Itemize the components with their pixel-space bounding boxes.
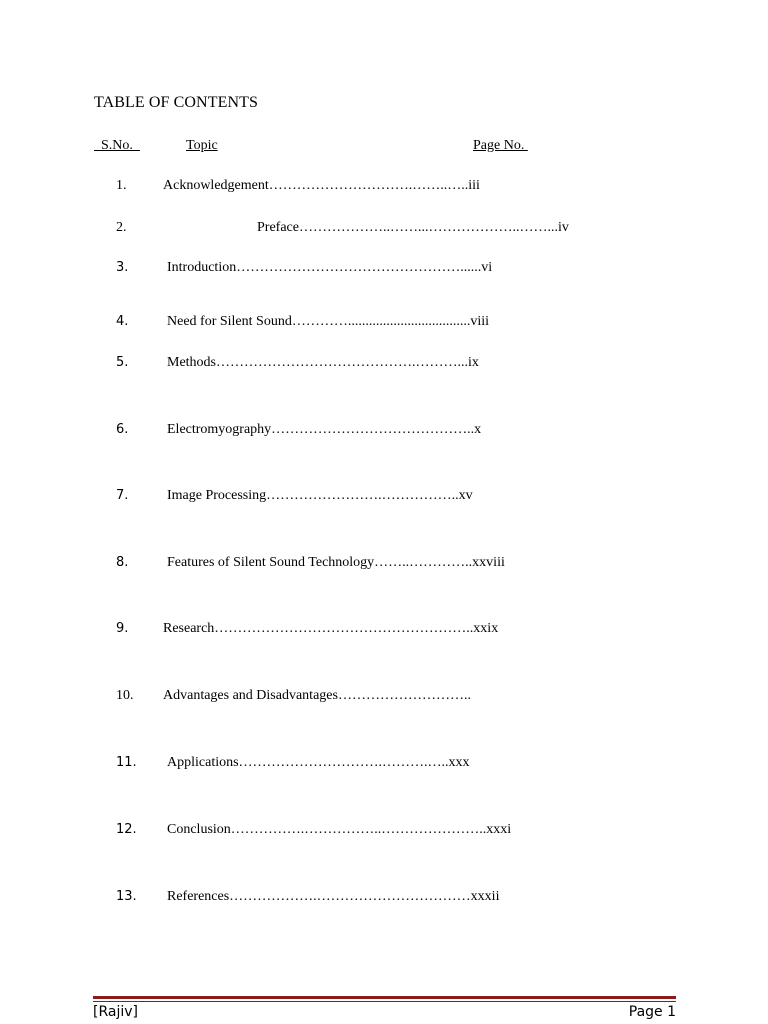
footer-rule-thin [93, 1001, 676, 1002]
header-topic: Topic [186, 138, 218, 153]
toc-entry [0, 488, 768, 508]
entry-text: Conclusion…………….……………..…………………..xxxi [167, 822, 512, 837]
entry-text: Research………………………………………………..xxix [163, 621, 499, 636]
toc-entry [0, 314, 768, 334]
entry-number: 3. [116, 260, 129, 275]
toc-entry [0, 220, 768, 240]
entry-number: 9. [116, 621, 129, 636]
entry-text: Advantages and Disadvantages……………………….. [163, 688, 471, 703]
toc-entry [0, 422, 768, 442]
entry-number: 1. [116, 178, 127, 193]
footer-rule-thick [93, 996, 676, 999]
toc-entry [0, 555, 768, 575]
toc-entry [0, 260, 768, 280]
entry-number: 12. [116, 822, 137, 837]
toc-entry [0, 755, 768, 775]
toc-entry [0, 355, 768, 375]
entry-text: Electromyography……………………………………..x [167, 422, 482, 437]
entry-number: 6. [116, 422, 129, 437]
entry-text: Preface………………..……...………………..……...iv [257, 220, 569, 235]
entry-number: 10. [116, 688, 134, 703]
header-page-no: Page No. [473, 138, 528, 153]
toc-entry [0, 621, 768, 641]
entry-text: Image Processing…………………….……………..xv [167, 488, 473, 503]
entry-text: References……………….……………………………xxxii [167, 889, 500, 904]
entry-text: Methods…………………………………….………...ix [167, 355, 479, 370]
entry-number: 7. [116, 488, 129, 503]
entry-text: Introduction…………………………………………......vi [167, 260, 493, 275]
footer-page-number: Page 1 [628, 1004, 676, 1020]
toc-entry [0, 889, 768, 909]
toc-entry [0, 688, 768, 708]
entry-number: 11. [116, 755, 137, 770]
entry-text: Features of Silent Sound Technology……..…………..xxviii [167, 555, 505, 570]
footer-author: [Rajiv] [93, 1004, 138, 1020]
entry-number: 13. [116, 889, 137, 904]
entry-number: 5. [116, 355, 129, 370]
entry-number: 4. [116, 314, 129, 329]
header-sno: S.No. [94, 138, 140, 153]
entry-text: Need for Silent Sound…………...................................viii [167, 314, 489, 329]
toc-title: TABLE OF CONTENTS [94, 94, 258, 111]
entry-number: 2. [116, 220, 127, 235]
entry-text: Applications………………………….……….…..xxx [167, 755, 470, 770]
entry-text: Acknowledgement………………………….……..…..iii [163, 178, 480, 193]
toc-entry [0, 178, 768, 198]
entry-number: 8. [116, 555, 129, 570]
toc-entry [0, 822, 768, 842]
